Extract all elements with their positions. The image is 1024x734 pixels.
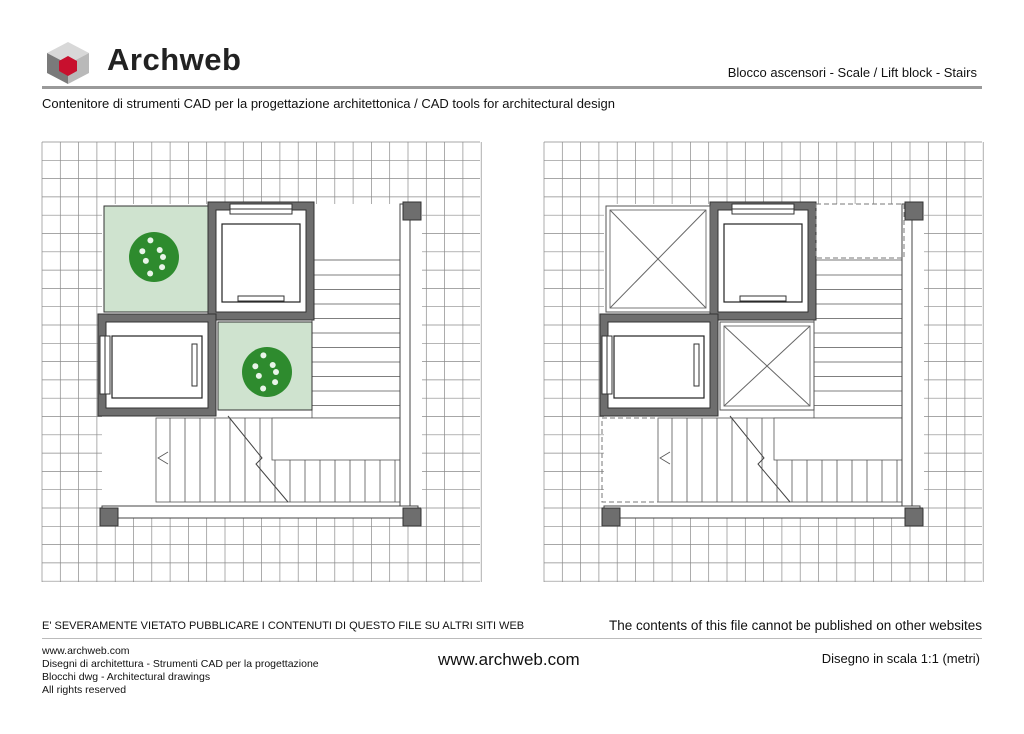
- shrub-highlight: [256, 373, 262, 379]
- stair-flight-lower: [156, 418, 404, 502]
- lift-car: [614, 336, 704, 398]
- stair-flight-upper: [814, 260, 906, 418]
- lift-shaft: [98, 314, 216, 416]
- brand-name: Archweb: [107, 42, 242, 77]
- shrub-highlight: [160, 254, 166, 260]
- lift-car: [222, 224, 300, 302]
- plan-group: [42, 142, 481, 582]
- shrub-icon: [129, 232, 179, 282]
- wall-right: [400, 204, 410, 516]
- shrub-highlight: [147, 237, 153, 243]
- lift-car: [724, 224, 802, 302]
- warning-italian: E' SEVERAMENTE VIETATO PUBBLICARE I CONTENUTI DI QUESTO FILE SU ALTRI SITI WEB: [42, 620, 525, 632]
- shrub-highlight: [270, 362, 276, 368]
- door-sill: [740, 296, 786, 301]
- stair-flight-upper: [312, 260, 404, 418]
- footer-line: Disegni di architettura - Strumenti CAD per la progettazione: [42, 658, 319, 670]
- footer-line: www.archweb.com: [42, 645, 130, 657]
- shrub-highlight: [157, 247, 163, 253]
- shrub-highlight: [273, 369, 279, 375]
- door-sill: [238, 296, 284, 301]
- scale-note: Disegno in scala 1:1 (metri): [821, 651, 980, 666]
- door-sill: [192, 344, 197, 386]
- lift-car: [112, 336, 202, 398]
- column: [403, 202, 421, 220]
- shrub-icon: [242, 347, 292, 397]
- header-divider: [42, 86, 982, 89]
- shrub-highlight: [143, 258, 149, 264]
- stair-outline: [814, 260, 906, 418]
- floor-plan-empty-shafts: [542, 140, 984, 586]
- door-sill: [694, 344, 699, 386]
- footer-line: All rights reserved: [42, 684, 127, 696]
- subtitle: Contenitore di strumenti CAD per la progettazione architettonica / CAD tools for architectural design: [42, 96, 616, 111]
- wall-bottom: [102, 506, 418, 518]
- website-link[interactable]: www.archweb.com: [438, 650, 580, 669]
- wall-bottom: [604, 506, 920, 518]
- shrub-highlight: [260, 386, 266, 392]
- floor-plan-with-planters: [40, 140, 482, 586]
- column: [100, 508, 118, 526]
- shrub-highlight: [147, 271, 153, 277]
- column: [602, 508, 620, 526]
- footer-divider: [42, 638, 982, 639]
- warning-english: The contents of this file cannot be published on other websites: [609, 618, 982, 633]
- shrub-highlight: [159, 264, 165, 270]
- lift-shaft: [600, 314, 718, 416]
- plan-group: [544, 142, 983, 582]
- column: [905, 202, 923, 220]
- footer-line: Blocchi dwg - Architectural drawings: [42, 671, 211, 683]
- landing: [774, 418, 906, 460]
- shrub-highlight: [260, 352, 266, 358]
- shrub-canopy: [242, 347, 292, 397]
- shrub-canopy: [129, 232, 179, 282]
- column: [403, 508, 421, 526]
- landing: [272, 418, 404, 460]
- shrub-highlight: [139, 248, 145, 254]
- lift-shaft: [208, 202, 314, 320]
- shrub-highlight: [272, 379, 278, 385]
- column: [905, 508, 923, 526]
- archweb-logo-icon: [44, 40, 92, 86]
- lift-shaft: [710, 202, 816, 320]
- document-title: Blocco ascensori - Scale / Lift block - Stairs: [727, 65, 977, 80]
- stair-outline: [312, 260, 404, 418]
- shrub-highlight: [252, 363, 258, 369]
- wall-right: [902, 204, 912, 516]
- stair-flight-lower: [658, 418, 906, 502]
